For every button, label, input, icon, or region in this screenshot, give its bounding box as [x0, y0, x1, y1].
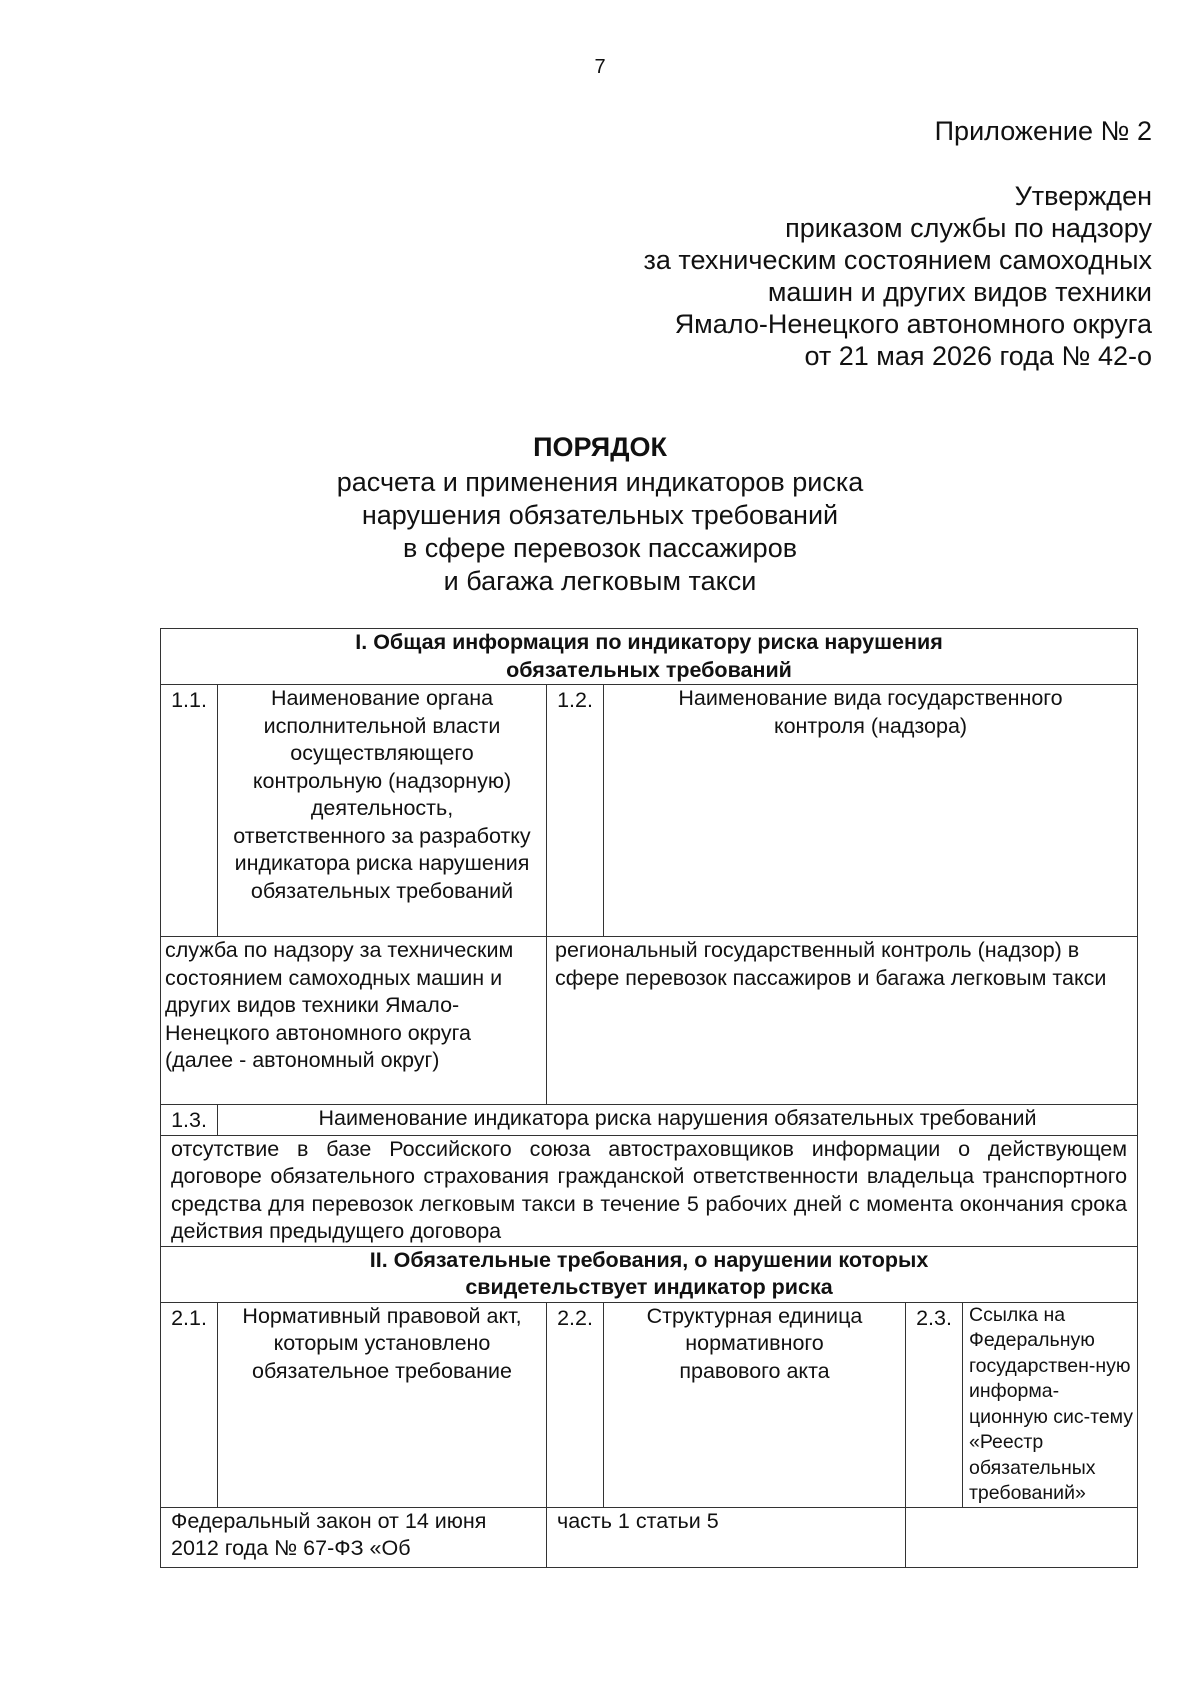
cell-label-2-2: Структурная единица нормативного правового акта: [604, 1302, 906, 1507]
cell-label-1-3: Наименование индикатора риска нарушения обязательных требований: [218, 1105, 1138, 1136]
subtitle-line: нарушения обязательных требований: [361, 500, 839, 530]
subtitle-line: и багажа легковым такси: [443, 566, 757, 596]
cell-number-1-2: 1.2.: [547, 685, 604, 937]
approval-block: [644, 180, 1153, 372]
cell-number-2-3: 2.3.: [906, 1302, 963, 1507]
approval-line: за техническим состоянием самоходных: [643, 245, 1152, 275]
cell-number-1-1: 1.1.: [161, 685, 218, 937]
annex-label: Приложение № 2: [934, 116, 1152, 146]
subtitle-line: расчета и применения индикаторов риска: [336, 467, 864, 497]
cell-value-1-3: отсутствие в базе Российского союза автостраховщиков информации о действующем договоре обязательного страхования гражданской ответственности владельца транспортного средства для перевозок легковым такси в течение 5 рабочих дней с момента окончания срока действия предыдущего договора: [161, 1135, 1138, 1246]
section-2-heading-line: свидетельствует индикатор риска: [465, 1275, 833, 1299]
cell-label-2-1: Нормативный правовой акт, которым установлено обязательное требование: [218, 1302, 547, 1507]
section-1-heading-line: обязательных требований: [506, 657, 792, 682]
approval-line: машин и других видов техники: [767, 277, 1152, 307]
section-1-heading: [161, 629, 1138, 685]
cell-label-1-1: Наименование органа исполнительной власти осуществляющего контрольную (надзорную) деятельность, ответственного за разработку индикатора риска нарушения обязательных требований: [218, 685, 547, 937]
cell-number-1-3: 1.3.: [161, 1105, 218, 1136]
cell-number-2-2: 2.2.: [547, 1302, 604, 1507]
approval-line: Утвержден: [1014, 181, 1152, 211]
cell-value-2-2: часть 1 статьи 5: [547, 1507, 906, 1567]
cell-label-1-2: Наименование вида государственного контроля (надзора): [604, 685, 1138, 937]
subtitle-line: в сфере перевозок пассажиров: [402, 533, 798, 563]
section-2-heading-line: II. Обязательные требования, о нарушении которых: [369, 1247, 929, 1272]
cell-label-2-3: Ссылка на Федеральную государствен-ную информа-ционную сис-тему «Реестр обязательных требований»: [963, 1302, 1138, 1507]
cell-value-1-1: служба по надзору за техническим состоянием самоходных машин и других видов техники Ямало-Ненецкого автономного округа (далее - автономный округ): [161, 937, 547, 1105]
document-subtitle: [0, 466, 1200, 598]
page-number: 7: [594, 56, 606, 78]
document-title: ПОРЯДОК: [533, 432, 667, 462]
section-1-heading-line: I. Общая информация по индикатору риска нарушения: [355, 630, 943, 654]
cell-value-2-1: Федеральный закон от 14 июня 2012 года № 67-ФЗ «Об: [161, 1507, 547, 1567]
approval-line: приказом службы по надзору: [785, 213, 1152, 243]
cell-value-1-2: региональный государственный контроль (надзор) в сфере перевозок пассажиров и багажа легковым такси: [547, 937, 1138, 1105]
indicator-table: [160, 628, 1138, 1568]
section-2-heading: [161, 1246, 1138, 1302]
cell-number-2-1: 2.1.: [161, 1302, 218, 1507]
approval-line: Ямало-Ненецкого автономного округа: [674, 309, 1152, 339]
cell-value-2-3: [906, 1507, 1138, 1567]
approval-line: от 21 мая 2026 года № 42-о: [804, 341, 1152, 371]
